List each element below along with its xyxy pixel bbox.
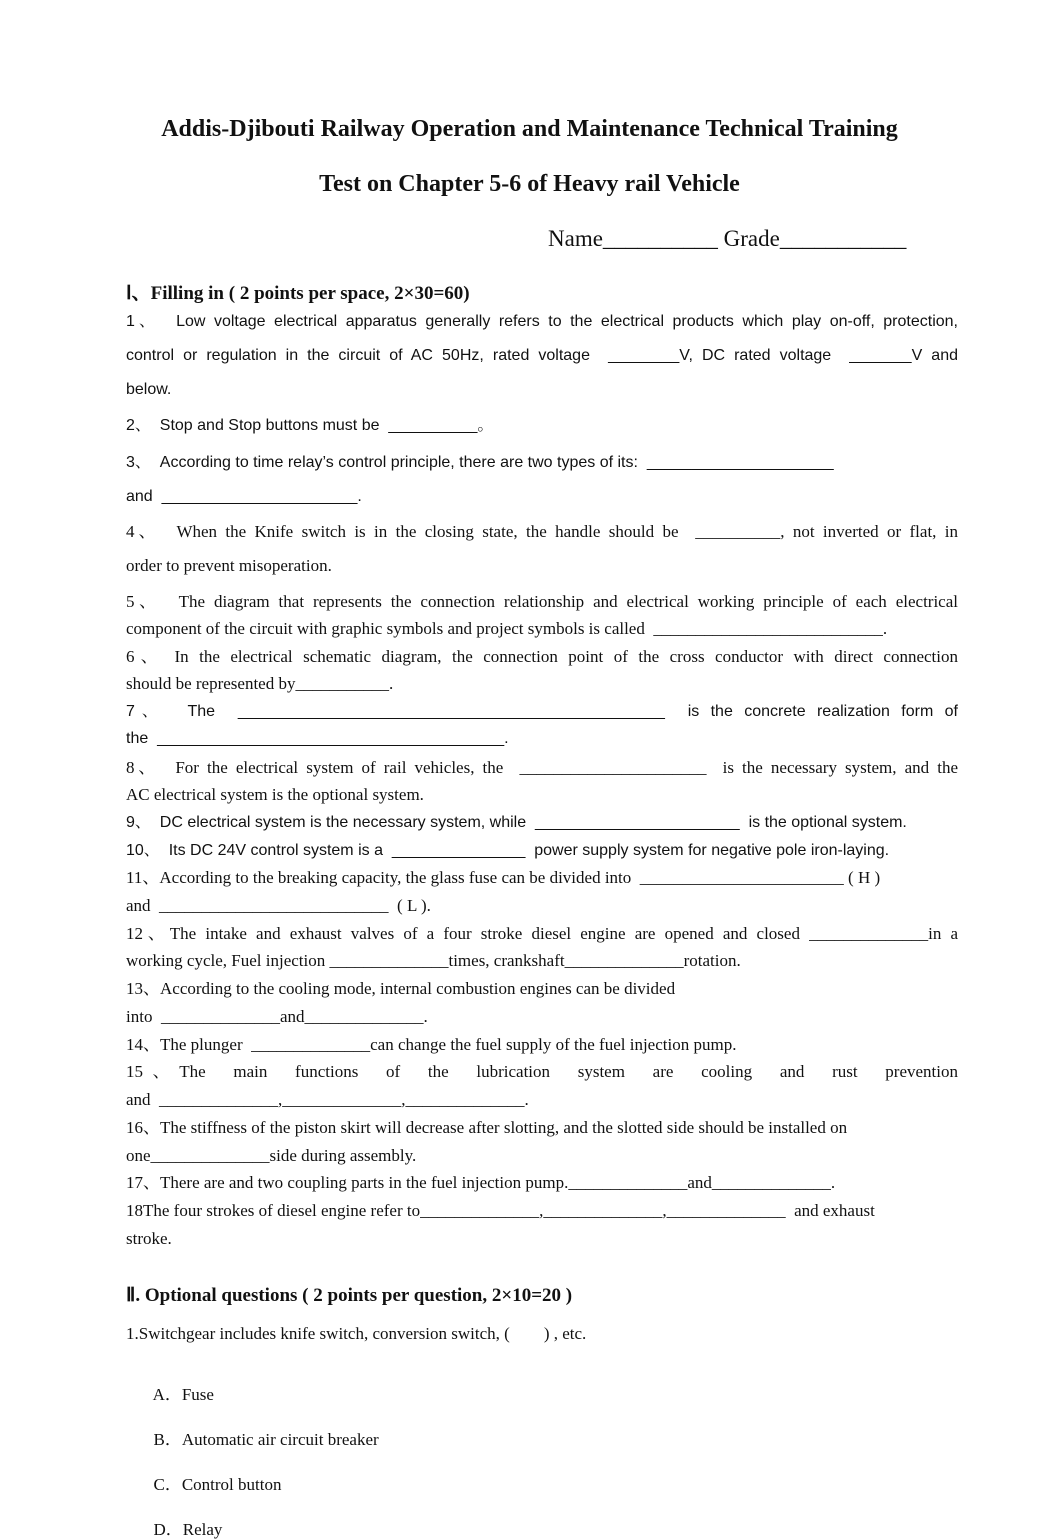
question-line: below. [126, 381, 172, 398]
question-line: 2、 Stop and Stop buttons must be __________。 [126, 417, 494, 434]
question-line: 14、The plunger ______________can change the fuel supply of the fuel injection pump. [126, 1035, 737, 1054]
question-line: 8、 For the electrical system of rail vehicles, the ______________________ is the necessary system, and the [126, 758, 958, 777]
question-line: 1、 Low voltage electrical apparatus generally refers to the electrical products which play on-off, protection, [126, 313, 958, 330]
section-heading-filling: Ⅰ、Filling in ( 2 points per space, 2×30=60) [126, 283, 470, 304]
question-line: and ______________,______________,______________. [126, 1090, 529, 1109]
question-line: working cycle, Fuel injection ______________times, crankshaft______________rotation. [126, 951, 741, 970]
option-b: B．Automatic air circuit breaker [153, 1430, 379, 1449]
question-line: 11、According to the breaking capacity, the glass fuse can be divided into ________________________ ( H ) [126, 868, 881, 887]
question-line: and ___________________________ ( L ). [126, 896, 431, 915]
option-c: C．Control button [153, 1475, 282, 1494]
section-heading-optional: Ⅱ. Optional questions ( 2 points per question, 2×10=20 ) [126, 1285, 573, 1306]
option-a: A．Fuse [152, 1385, 214, 1404]
question-line: and ______________________. [126, 488, 362, 505]
question-line: the _______________________________________. [126, 730, 509, 747]
question-line: order to prevent misoperation. [126, 556, 332, 575]
answer-options [145, 1360, 379, 1540]
question-line: into ______________and______________. [126, 1007, 428, 1026]
question-line: 6、 In the electrical schematic diagram, the connection point of the cross conductor with direct connection [126, 647, 958, 666]
question-line: component of the circuit with graphic symbols and project symbols is called ___________________________. [126, 619, 888, 638]
question-line: should be represented by___________. [126, 674, 394, 693]
question-line: 18The four strokes of diesel engine refer to______________,______________,______________ and exhaust [126, 1201, 875, 1220]
question-line: 5、 The diagram that represents the connection relationship and electrical working principle of each electrical [126, 592, 958, 611]
option-d: D．Relay [153, 1520, 223, 1539]
question-line: 17、There are and two coupling parts in the fuel injection pump.______________and______________. [126, 1173, 836, 1192]
name-grade-fields: Name__________ Grade___________ [548, 226, 907, 251]
question-line: 7、 The ________________________________________________ is the concrete realization form of [126, 703, 958, 720]
question-line: 16、The stiffness of the piston skirt will decrease after slotting, and the slotted side should be installed on [126, 1118, 848, 1137]
question-line: AC electrical system is the optional system. [126, 785, 424, 804]
document-subtitle: Test on Chapter 5-6 of Heavy rail Vehicle [319, 171, 740, 197]
question-line: control or regulation in the circuit of AC 50Hz, rated voltage ________V, DC rated voltage _______V and [126, 347, 958, 364]
question-line: 12、The intake and exhaust valves of a four stroke diesel engine are opened and closed ______________in a [126, 924, 958, 943]
question-line: 4、 When the Knife switch is in the closing state, the handle should be __________, not inverted or flat, in [126, 522, 958, 541]
question-line: 15、The main functions of the lubrication system are cooling and rust prevention [126, 1062, 958, 1081]
question-line: one______________side during assembly. [126, 1146, 417, 1165]
document-title: Addis-Djibouti Railway Operation and Maintenance Technical Training [161, 116, 898, 142]
question-line: 9、 DC electrical system is the necessary system, while _______________________ is the optional system. [126, 814, 907, 831]
question-line: stroke. [126, 1229, 172, 1248]
question-line: 10、 Its DC 24V control system is a _______________ power supply system for negative pole iron-laying. [126, 842, 890, 859]
question-line: 3、 According to time relay’s control principle, there are two types of its: _____________________ [126, 454, 834, 471]
question-line: 1.Switchgear includes knife switch, conversion switch, ( ) , etc. [126, 1324, 587, 1343]
question-line: 13、According to the cooling mode, internal combustion engines can be divided [126, 979, 676, 998]
